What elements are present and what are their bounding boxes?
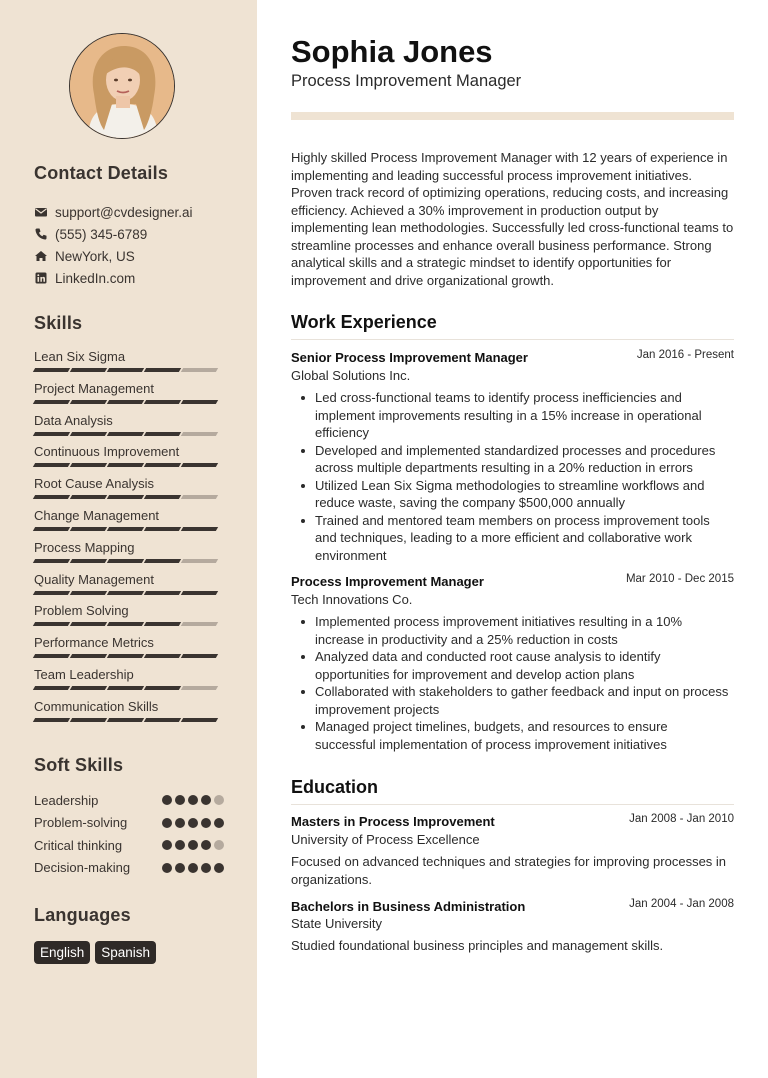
bullet-item: Managed project timelines, budgets, and resources to ensure successful implementation of process improvement initiatives (315, 718, 730, 753)
skill-level-segment (144, 622, 181, 626)
skill-level-segment (144, 686, 181, 690)
skill-label: Continuous Improvement (34, 444, 180, 460)
skill-level-segment (33, 400, 70, 404)
skill-level-segment (181, 686, 218, 690)
job-date: Mar 2010 - Dec 2015 (625, 573, 734, 585)
skill-label: Quality Management (34, 571, 154, 587)
bullet-item: Analyzed data and conducted root cause analysis to identify opportunities for improvement and develop action plans (315, 648, 730, 683)
contact-heading: Contact Details (34, 163, 169, 183)
skill-item (34, 508, 224, 531)
skill-item (34, 603, 224, 626)
rating-dot (188, 818, 198, 828)
skill-level-segment (33, 591, 70, 595)
skill-level-segment (107, 622, 144, 626)
skill-level-segment (107, 368, 144, 372)
bullet-item: Developed and implemented standardized processes and procedures across multiple departments resulting in a 20% reduction in errors (315, 442, 730, 477)
skill-item (34, 635, 224, 658)
skill-level-segment (107, 654, 144, 658)
skill-level-segment (107, 686, 144, 690)
skill-level-segment (70, 527, 107, 531)
soft-skills-heading: Soft Skills (34, 755, 124, 775)
skill-level-segment (70, 622, 107, 626)
skill-level-segment (70, 400, 107, 404)
degree-description: Studied foundational business principles and management skills. (291, 938, 664, 953)
degree-title: Masters in Process Improvement (291, 814, 495, 829)
skill-level-bar (34, 622, 224, 626)
skill-level-segment (144, 527, 181, 531)
skill-level-segment (70, 495, 107, 499)
soft-skill-label: Decision-making (34, 860, 131, 875)
skill-level-segment (181, 432, 218, 436)
soft-skill-item (34, 792, 224, 808)
degree-date: Jan 2008 - Jan 2010 (629, 813, 734, 825)
skill-level-segment (70, 559, 107, 563)
phone-icon (34, 227, 48, 241)
job-company: Global Solutions Inc. (291, 368, 411, 383)
rating-dot (175, 863, 185, 873)
candidate-name: Sophia Jones (291, 34, 493, 69)
skill-level-segment (33, 654, 70, 658)
bullet-item: Collaborated with stakeholders to gather feedback and input on process improvement projects (315, 684, 729, 717)
skill-label: Team Leadership (34, 667, 134, 682)
skills-heading: Skills (34, 313, 83, 333)
skill-label: Communication Skills (34, 698, 159, 714)
skill-level-bar (34, 463, 224, 467)
location-text: NewYork, US (55, 248, 135, 264)
skill-level-segment (33, 686, 70, 690)
job-date: Jan 2016 - Present (636, 349, 734, 361)
skill-level-segment (144, 432, 181, 436)
contact-phone[interactable] (34, 225, 147, 243)
skill-label: Change Management (34, 508, 160, 523)
rating-dot (175, 840, 185, 850)
skill-level-bar (34, 527, 224, 531)
skill-level-segment (144, 368, 181, 372)
skill-item (34, 699, 224, 722)
skill-level-segment (181, 495, 218, 499)
skill-level-segment (181, 622, 218, 626)
skill-level-segment (107, 591, 144, 595)
skill-level-segment (70, 686, 107, 690)
skill-item (34, 476, 224, 499)
skill-level-bar (34, 400, 224, 404)
linkedin-icon (34, 271, 48, 285)
bullet-item: Led cross-functional teams to identify process inefficiencies and implement improvements resulting in a 15% increase in operational efficiency (315, 389, 730, 442)
school-name: State University (291, 916, 383, 931)
rating-dot (214, 818, 224, 828)
skill-level-segment (33, 495, 70, 499)
soft-skill-label: Problem-solving (34, 815, 128, 830)
skill-level-bar (34, 368, 224, 372)
skill-level-bar (34, 718, 224, 722)
skill-level-segment (107, 718, 144, 722)
skill-label: Problem Solving (34, 603, 129, 619)
skill-level-segment (70, 591, 107, 595)
sidebar (0, 0, 257, 1078)
home-icon (34, 249, 48, 263)
rating-dot (188, 863, 198, 873)
skill-item (34, 444, 224, 467)
skill-item (34, 667, 224, 690)
skill-level-segment (144, 463, 181, 467)
candidate-role: Process Improvement Manager (291, 72, 522, 90)
skill-level-segment (181, 654, 218, 658)
avatar (69, 33, 175, 139)
soft-skill-item (34, 860, 224, 876)
skill-level-segment (70, 463, 107, 467)
skill-level-bar (34, 432, 224, 436)
rating-dot (201, 795, 211, 805)
skill-item (34, 413, 224, 436)
skill-item (34, 540, 224, 563)
contact-location (34, 247, 135, 265)
rating-dot (175, 795, 185, 805)
rating-dot (162, 795, 172, 805)
skill-level-segment (107, 432, 144, 436)
rating-dot (162, 863, 172, 873)
language-badge: English (34, 941, 90, 964)
rating-dot (162, 840, 172, 850)
skill-level-segment (70, 654, 107, 658)
rating-dot (188, 795, 198, 805)
skill-level-segment (144, 591, 181, 595)
summary-text: Highly skilled Process Improvement Manager with 12 years of experience in implementing and leading successful process improvement initiatives. Proven track record of optimizing operations, reducing costs, and increasing efficiency. Achieved a 30% improvement in production output by implementing lean methodologies. Successfully led cross-functional teams to streamline processes and enhance overall business performance. Strong analytical skills and a strategic mindset to identify opportunities for improvement and drive organizational growth. (291, 150, 734, 288)
skill-level-segment (181, 559, 218, 563)
contact-linkedin[interactable] (34, 269, 135, 287)
job-company: Tech Innovations Co. (291, 592, 413, 607)
bullet-item: Trained and mentored team members on process improvement tools and techniques, leading to a more efficient and collaborative work environment (315, 512, 730, 565)
skill-level-segment (70, 718, 107, 722)
job-bullets (315, 389, 730, 564)
rating-dot (214, 863, 224, 873)
skill-level-segment (33, 622, 70, 626)
skill-level-segment (181, 368, 218, 372)
degree-description: Focused on advanced techniques and strategies for improving processes in organizations. (291, 854, 727, 887)
skill-label: Lean Six Sigma (34, 349, 126, 364)
languages-list (34, 941, 156, 964)
rating-dot (175, 818, 185, 828)
skill-level-segment (144, 495, 181, 499)
skill-level-segment (33, 559, 70, 563)
skill-level-segment (144, 400, 181, 404)
soft-skill-rating (162, 863, 224, 873)
soft-skill-label: Leadership (34, 792, 99, 808)
soft-skill-rating (162, 840, 224, 850)
skill-item (34, 572, 224, 595)
skill-level-segment (181, 718, 218, 722)
bullet-item: Implemented process improvement initiatives resulting in a 10% increase in productivity and a 25% reduction in costs (315, 613, 730, 648)
bullet-item: Utilized Lean Six Sigma methodologies to streamline workflows and reduce waste, saving the company $500,000 annually (315, 477, 730, 512)
skill-level-segment (181, 463, 218, 467)
skill-label: Data Analysis (34, 412, 113, 428)
rating-dot (201, 863, 211, 873)
work-heading: Work Experience (291, 312, 734, 340)
skill-level-bar (34, 495, 224, 499)
school-name: University of Process Excellence (291, 832, 480, 847)
skill-item (34, 349, 224, 372)
job-title: Senior Process Improvement Manager (291, 350, 528, 365)
rating-dot (214, 795, 224, 805)
rating-dot (162, 818, 172, 828)
skill-label: Project Management (34, 380, 154, 396)
linkedin-text: LinkedIn.com (55, 270, 136, 286)
skill-item (34, 381, 224, 404)
skill-level-segment (107, 495, 144, 499)
skill-level-segment (33, 368, 70, 372)
skill-level-bar (34, 686, 224, 690)
envelope-icon (34, 205, 48, 219)
degree-date: Jan 2004 - Jan 2008 (629, 898, 734, 910)
skill-label: Root Cause Analysis (34, 476, 154, 492)
skill-level-segment (33, 432, 70, 436)
language-badge: Spanish (95, 941, 156, 964)
degree-title: Bachelors in Business Administration (291, 899, 526, 914)
rating-dot (201, 840, 211, 850)
rating-dot (188, 840, 198, 850)
skill-level-segment (33, 527, 70, 531)
skill-label: Performance Metrics (34, 635, 154, 651)
skill-level-bar (34, 654, 224, 658)
job-bullets (315, 613, 730, 753)
phone-text: (555) 345-6789 (55, 226, 148, 242)
soft-skill-item (34, 815, 224, 831)
skill-level-bar (34, 591, 224, 595)
contact-email[interactable] (34, 203, 193, 221)
skill-level-segment (107, 527, 144, 531)
rating-dot (214, 840, 224, 850)
skill-level-segment (70, 432, 107, 436)
skill-level-segment (181, 591, 218, 595)
profile-photo (70, 34, 175, 139)
accent-divider (291, 112, 734, 120)
job-title: Process Improvement Manager (291, 574, 484, 589)
skill-level-segment (181, 400, 218, 404)
soft-skill-item (34, 837, 224, 853)
skill-level-bar (34, 559, 224, 563)
skill-level-segment (107, 400, 144, 404)
skill-level-segment (144, 559, 181, 563)
skill-level-segment (144, 718, 181, 722)
skill-level-segment (181, 527, 218, 531)
skill-level-segment (33, 463, 70, 467)
soft-skill-label: Critical thinking (34, 837, 123, 853)
skill-level-segment (107, 463, 144, 467)
skill-level-segment (144, 654, 181, 658)
skill-label: Process Mapping (34, 539, 135, 555)
skill-level-segment (70, 368, 107, 372)
skill-level-segment (107, 559, 144, 563)
email-text: support@cvdesigner.ai (55, 204, 193, 220)
rating-dot (201, 818, 211, 828)
skill-level-segment (33, 718, 70, 722)
soft-skill-rating (162, 818, 224, 828)
education-heading: Education (291, 777, 734, 805)
soft-skill-rating (162, 795, 224, 805)
languages-heading: Languages (34, 905, 131, 925)
